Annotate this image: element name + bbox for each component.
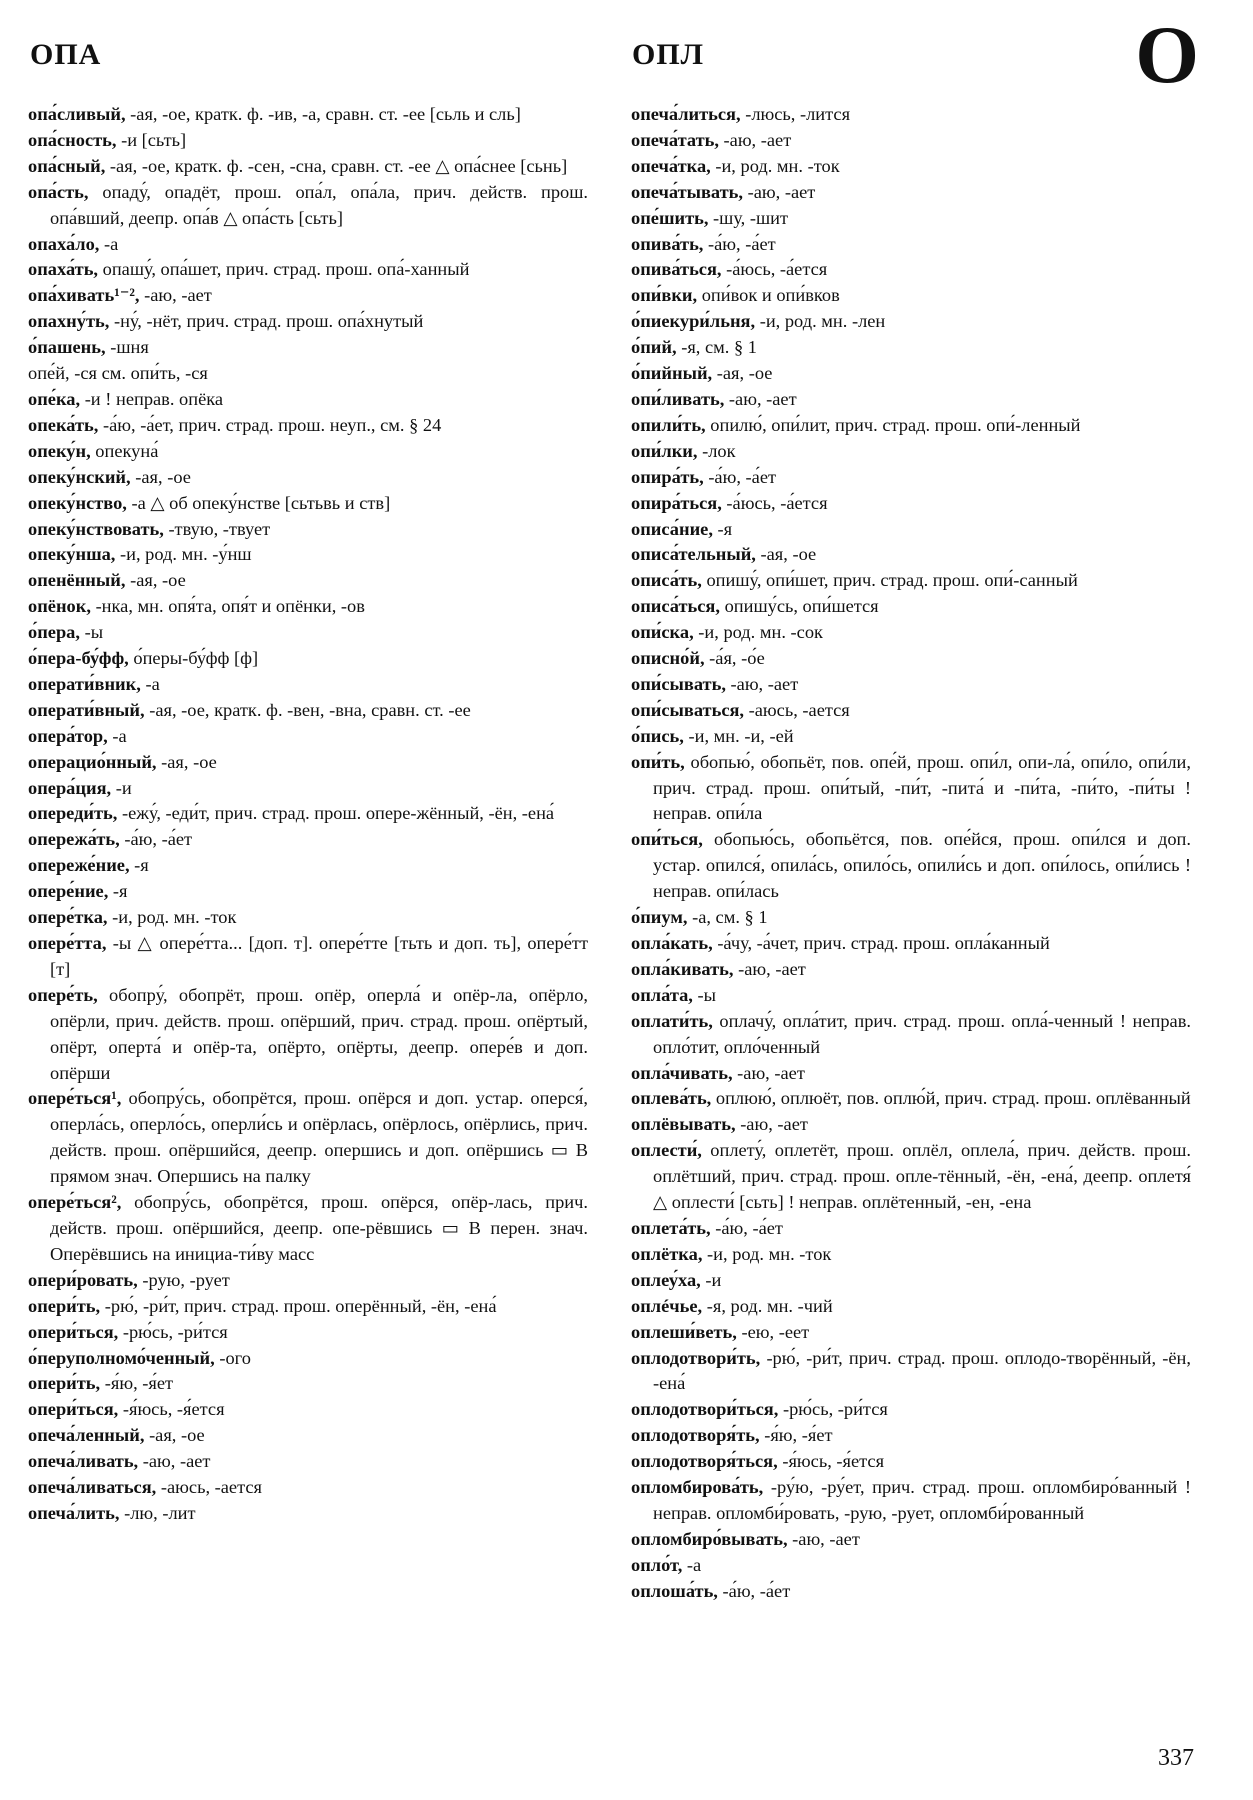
entry-forms: -я́юсь, -я́ется	[122, 1399, 225, 1420]
entry-headword: опа́сный,	[28, 155, 106, 176]
dictionary-entry	[631, 232, 1191, 258]
dictionary-entry	[631, 361, 1191, 387]
entry-forms: -аю, -ает	[737, 1062, 805, 1083]
entry-forms: -аю, -ает	[723, 129, 792, 150]
entry-forms: -и, род. мн. -ток	[707, 1243, 832, 1264]
entry-forms: -я́юсь, -я́ется	[782, 1451, 885, 1472]
dictionary-entry	[631, 1009, 1191, 1061]
entry-headword: о́пера,	[28, 622, 80, 643]
dictionary-entry	[631, 750, 1191, 828]
dictionary-entry	[631, 1346, 1191, 1398]
dictionary-entry	[28, 620, 588, 646]
dictionary-entry	[28, 1086, 588, 1190]
dictionary-entry	[28, 1320, 588, 1346]
entry-headword: опира́ть,	[631, 466, 704, 487]
entry-forms: -а́чу, -а́чет, прич. страд. прош. опла́канный	[717, 933, 1050, 953]
dictionary-entry	[631, 1138, 1191, 1216]
dictionary-entry	[28, 335, 588, 361]
entry-headword: оплéчье,	[631, 1295, 703, 1316]
entry-headword: опереди́ть,	[28, 803, 118, 824]
entry-forms: -аю, -ает	[747, 181, 816, 202]
entry-forms: -и, род. мн. -у́нш	[120, 544, 252, 565]
entry-headword: опери́ть,	[28, 1373, 101, 1394]
entry-headword: опла́кать,	[631, 933, 713, 953]
dictionary-entry	[28, 1294, 588, 1320]
entry-headword: опла́кивать,	[631, 958, 734, 979]
dictionary-entry	[631, 180, 1191, 206]
dictionary-entry	[631, 154, 1191, 180]
entry-forms: -ежу́, -еди́т, прич. страд. прош. опере-жённый, -ён, -ена́	[121, 803, 555, 824]
entry-forms: обопью́, обопьёт, пов. опе́й, прош. опи́л, опи-ла́, опи́ло, опи́ли, прич. страд. прош. опи́тый, -пи́т, -пита́ и -пи́та, -пи́то, -пи́ты ! неправ. опи́ла	[653, 751, 1191, 824]
dictionary-entry	[28, 1268, 588, 1294]
dictionary-entry	[28, 879, 588, 905]
entry-forms: -а́ю, -а́ет	[722, 1580, 791, 1601]
dictionary-entry	[28, 309, 588, 335]
entry-headword: опи́ть,	[631, 751, 685, 772]
entry-headword: опери́ться,	[28, 1321, 119, 1342]
entry-headword: опи́сывать,	[631, 673, 726, 694]
dictionary-entry	[28, 724, 588, 750]
entry-headword: опа́сливый,	[28, 104, 126, 124]
entry-headword: опережа́ть,	[28, 829, 120, 850]
entry-forms: -а	[112, 725, 127, 746]
entry-forms: -и, род. мн. -ток	[715, 155, 840, 176]
dictionary-entry	[631, 206, 1191, 232]
entry-forms: -ая, -ое	[716, 363, 773, 384]
entry-headword: опла́чивать,	[631, 1062, 733, 1083]
entry-headword: оплати́ть,	[631, 1010, 713, 1031]
entry-forms: -а́ю, -а́ет	[715, 1217, 783, 1238]
running-head-left: ОПА	[30, 38, 102, 71]
entry-headword: оплета́ть,	[631, 1217, 711, 1238]
dictionary-entry	[631, 1320, 1191, 1346]
entry-headword: о́пий,	[631, 337, 677, 358]
entry-headword: опера́тор,	[28, 725, 108, 746]
entry-headword: опеча́ленный,	[28, 1425, 145, 1446]
dictionary-entry	[631, 1268, 1191, 1294]
entry-forms: -и, род. мн. -сок	[698, 622, 823, 643]
entry-forms: -рю́сь, -ри́тся	[122, 1321, 228, 1342]
dictionary-entry	[631, 672, 1191, 698]
entry-headword: опера́ция,	[28, 777, 112, 798]
entry-headword: опеча́тывать,	[631, 181, 743, 202]
entry-headword: оплодотворя́ть,	[631, 1425, 760, 1446]
entry-headword: оплеу́ха,	[631, 1269, 701, 1290]
entry-forms: -я, см. § 1	[681, 337, 757, 358]
entry-headword: опе́ка,	[28, 388, 81, 409]
entry-headword: опере́ть,	[28, 984, 98, 1005]
entry-headword: оплётка,	[631, 1243, 703, 1264]
entry-forms: опилю́, опи́лит, прич. страд. прош. опи́-ленный	[710, 414, 1081, 435]
entry-forms: -ого	[219, 1347, 251, 1368]
entry-forms: -а́ю, -а́ет	[708, 466, 777, 487]
entry-forms: опашу́, опа́шет, прич. страд. прош. опа́-ханный	[102, 259, 470, 280]
entry-forms: -и	[115, 777, 132, 798]
entry-forms: -рю́сь, -ри́тся	[782, 1399, 888, 1420]
dictionary-entry	[631, 1475, 1191, 1527]
entry-forms: -шня	[110, 337, 149, 358]
entry-headword: оплеши́веть,	[631, 1321, 737, 1342]
entry-headword: о́пашень,	[28, 337, 106, 358]
entry-forms: -ну́, -нёт, прич. страд. прош. опа́хнутый	[113, 311, 424, 332]
entry-forms: -а́ю, -а́ет, прич. страд. прош. неуп., см. § 24	[102, 414, 442, 435]
entry-headword: опла́та,	[631, 984, 693, 1005]
entry-forms: обопью́сь, обопьётся, пов. опе́йся, прош. опи́лся и доп. устар. опился́, опила́сь, опило́сь, опили́сь и доп. опи́лось, опи́лись ! неправ. опи́лась	[653, 829, 1191, 902]
dictionary-entry	[631, 465, 1191, 491]
dictionary-entry	[28, 568, 588, 594]
entry-headword: опло́т,	[631, 1554, 683, 1575]
entry-forms: -я́ю, -я́ет	[104, 1373, 174, 1394]
entry-forms: -а	[686, 1554, 702, 1575]
entry-forms: опи́вок и опи́вков	[701, 285, 840, 306]
entry-forms: -я	[134, 855, 149, 876]
entry-forms: обопру́сь, обопрётся, прош. опёрся, опёр-лась, прич. действ. прош. опёршийся, деепр. опе-рёвшись ▭ В перен. знач. Оперёвшись на инициа-ти́ву масс	[50, 1192, 588, 1264]
entry-headword: опеча́лить,	[28, 1502, 120, 1523]
dictionary-entry	[631, 620, 1191, 646]
entry-forms: -люсь, -лится	[745, 104, 851, 124]
dictionary-entry	[631, 517, 1191, 543]
entry-forms: -я, род. мн. -чий	[706, 1295, 833, 1316]
entry-forms: -ая, -ое, кратк. ф. -ив, -а, сравн. ст. -ее [сьль и сль]	[130, 104, 521, 124]
entry-forms: -ею, -еет	[741, 1321, 810, 1342]
dictionary-entry	[28, 1423, 588, 1449]
entry-headword: о́пиум,	[631, 907, 688, 928]
dictionary-entry	[631, 1061, 1191, 1087]
dictionary-entry	[28, 465, 588, 491]
entry-forms: -аю, -ает	[142, 1451, 211, 1472]
entry-forms: -лю, -лит	[124, 1502, 196, 1523]
entry-forms: -я́ю, -я́ет	[764, 1425, 833, 1446]
entry-headword: опи́ска,	[631, 622, 694, 643]
entry-headword: опаха́ть,	[28, 259, 99, 280]
dictionary-entry	[631, 1294, 1191, 1320]
entry-headword: о́пийный,	[631, 363, 713, 384]
entry-forms: -аю, -ает	[730, 673, 799, 694]
entry-forms: -а́ю, -а́ет	[708, 233, 776, 254]
entry-forms: обопру́сь, обопрётся, прош. опёрся и доп. устар. оперся́, оперла́сь, оперло́сь, оперли́сь и опёрлась, опёрлось, опёрлись, прич. действ. прош. опёршийся, деепр. опершись и доп. опёршись ▭ В прямом знач. Опершись на палку	[50, 1088, 588, 1187]
entry-forms: опаду́, опадёт, прош. опа́л, опа́ла, прич. действ. прош. опа́вший, деепр. опа́в △ опа́сть [сьть]	[50, 181, 588, 228]
entry-headword: опломбирова́ть,	[631, 1477, 764, 1498]
entry-headword: опека́ть,	[28, 414, 99, 435]
entry-forms: -аю, -ает	[740, 1114, 808, 1135]
entry-headword: опере́тта,	[28, 933, 107, 953]
entry-headword: опери́ть,	[28, 1295, 101, 1316]
dictionary-entry	[28, 1397, 588, 1423]
entry-headword: опере́ться¹,	[28, 1088, 122, 1109]
entry-forms: -рю́, -ри́т, прич. страд. прош. оперённый, -ён, -ена́	[104, 1295, 497, 1316]
entry-headword: оплодотвори́ться,	[631, 1399, 779, 1420]
entry-forms: -а	[145, 673, 160, 694]
dictionary-entry	[631, 698, 1191, 724]
entry-headword: операти́вный,	[28, 699, 145, 720]
dictionary-entry	[28, 827, 588, 853]
entry-headword: опере́ние,	[28, 881, 109, 902]
entry-forms: -а́я, -о́е	[709, 648, 765, 669]
entry-forms: -ая, -ое	[760, 544, 817, 565]
entry-headword: оплести́,	[631, 1140, 702, 1161]
entry-forms: -а, см. § 1	[692, 907, 768, 928]
entry-forms: оплюю́, оплюёт, пов. оплю́й, прич. страд. прош. оплёванный	[715, 1088, 1191, 1109]
dictionary-entry	[631, 1579, 1191, 1605]
entry-headword: опива́ть,	[631, 233, 704, 254]
entry-headword: опива́ться,	[631, 259, 722, 280]
entry-forms: -рю́, -ри́т, прич. страд. прош. оплодо-творённый, -ён, -ена́	[653, 1347, 1191, 1394]
entry-headword: оплёвывать,	[631, 1114, 736, 1135]
dictionary-entry	[28, 154, 588, 180]
entry-headword: опи́сываться,	[631, 699, 745, 720]
entry-forms: -аю, -ает	[792, 1528, 860, 1549]
dictionary-entry	[631, 1449, 1191, 1475]
entry-headword: опеча́тка,	[631, 155, 711, 176]
dictionary-entry	[28, 413, 588, 439]
entry-forms: -лок	[702, 440, 736, 461]
entry-forms: -я	[112, 881, 128, 902]
dictionary-entry	[28, 387, 588, 413]
dictionary-entry	[631, 724, 1191, 750]
entry-forms: оплету́, оплетёт, прош. оплёл, оплела́, прич. действ. прош. оплётший, прич. страд. прош. опле-тённый, -ён, -ена́, деепр. оплетя́ △ оплести́ [сьть] ! неправ. оплётенный, -ен, -ена	[653, 1140, 1191, 1213]
dictionary-entry	[28, 180, 588, 232]
entry-forms: -аюсь, -ается	[160, 1477, 262, 1498]
entry-headword: о́пера-бу́фф,	[28, 648, 129, 669]
dictionary-entry	[28, 232, 588, 258]
dictionary-entry	[631, 102, 1191, 128]
dictionary-entry	[631, 1553, 1191, 1579]
dictionary-entry	[631, 542, 1191, 568]
dictionary-entry	[631, 1527, 1191, 1553]
dictionary-entry	[28, 257, 588, 283]
entry-forms: -ы △ опере́тта... [доп. т]. опере́тте [тьть и доп. ть], опере́тт [т]	[50, 933, 588, 979]
entry-forms: -нка, мн. опя́та, опя́т и опёнки, -ов	[95, 596, 365, 617]
dictionary-entry	[28, 542, 588, 568]
entry-forms: -ая, -ое, кратк. ф. -вен, -вна, сравн. ст. -ее	[149, 699, 471, 720]
dictionary-entry	[28, 1449, 588, 1475]
dictionary-entry	[631, 931, 1191, 957]
section-letter: О	[1135, 9, 1199, 100]
dictionary-entry	[28, 905, 588, 931]
running-head-center: ОПЛ	[632, 38, 705, 71]
entry-headword: описа́ние,	[631, 518, 713, 539]
entry-headword: о́пиекури́льня,	[631, 311, 756, 332]
dictionary-entry	[631, 128, 1191, 154]
entry-headword: о́пись,	[631, 725, 684, 746]
entry-headword: описа́ть,	[631, 570, 702, 591]
entry-headword: опеча́ливаться,	[28, 1477, 157, 1498]
dictionary-entry	[631, 957, 1191, 983]
entry-forms: -аю, -ает	[738, 958, 806, 979]
entry-forms: о́перы-бу́фф [ф]	[133, 648, 259, 669]
dictionary-entry	[28, 776, 588, 802]
dictionary-entry	[28, 439, 588, 465]
dictionary-entry	[28, 361, 588, 387]
entry-forms: -рую, -рует	[142, 1269, 230, 1290]
entry-forms: -а́ю, -а́ет	[124, 829, 193, 850]
entry-forms: -ы	[84, 622, 104, 643]
entry-forms: -ы	[697, 984, 716, 1005]
entry-headword: операти́вник,	[28, 673, 141, 694]
entry-headword: опи́ться,	[631, 829, 703, 850]
entry-forms: -ру́ю, -ру́ет, прич. страд. прош. опломбиро́ванный ! неправ. опломби́ровать, -рую, -рует, опломби́рованный	[653, 1477, 1191, 1523]
dictionary-entry	[28, 283, 588, 309]
dictionary-entry	[28, 1501, 588, 1527]
entry-forms: -ая, -ое	[161, 751, 217, 772]
entry-headword: опа́хивать¹⁻²,	[28, 285, 140, 306]
entry-headword: оплодотворя́ться,	[631, 1451, 778, 1472]
entry-headword: оплодотвори́ть,	[631, 1347, 761, 1368]
entry-forms: -ая, -ое, кратк. ф. -сен, -сна, сравн. ст. -ее △ опа́снее [сьнь]	[109, 155, 568, 176]
entry-forms: -аю, -ает	[728, 388, 797, 409]
entry-headword: опеку́нский,	[28, 466, 131, 487]
entry-forms: оплачу́, опла́тит, прич. страд. прош. опла́-ченный ! неправ. опло́тит, опло́ченный	[653, 1010, 1191, 1057]
entry-forms: -ая, -ое	[149, 1425, 205, 1446]
dictionary-entry	[631, 283, 1191, 309]
dictionary-entry	[631, 1216, 1191, 1242]
entry-forms: опишу́, опи́шет, прич. страд. прош. опи́-санный	[706, 570, 1078, 591]
entry-headword: операцио́нный,	[28, 751, 157, 772]
entry-forms: опекуна́	[95, 440, 159, 461]
dictionary-entry	[631, 491, 1191, 517]
dictionary-entry	[631, 439, 1191, 465]
entry-headword: опенённый,	[28, 570, 126, 591]
dictionary-entry	[28, 128, 588, 154]
entry-forms: -а́юсь, -а́ется	[726, 259, 828, 280]
right-column	[631, 102, 1191, 1605]
dictionary-entry	[631, 983, 1191, 1009]
entry-headword: опеча́ливать,	[28, 1451, 139, 1472]
entry-headword: опереже́ние,	[28, 855, 130, 876]
entry-forms: -и	[705, 1269, 722, 1290]
dictionary-entry	[28, 672, 588, 698]
entry-forms: -и, род. мн. -ток	[112, 907, 237, 928]
dictionary-entry	[631, 827, 1191, 905]
dictionary-entry	[631, 309, 1191, 335]
entry-forms: -и, род. мн. -лен	[759, 311, 886, 332]
entry-headword: опи́ливать,	[631, 388, 725, 409]
entry-forms: -а △ об опеку́нстве [сьтьвь и ств]	[131, 492, 391, 513]
dictionary-entry	[631, 387, 1191, 413]
entry-headword: оплева́ть,	[631, 1088, 712, 1109]
entry-forms: обопру́, обопрёт, прош. опёр, оперла́ и опёр-ла, опёрло, опёрли, прич. действ. прош. опёрший, прич. страд. прош. опёртый, опёрт, оперта́ и опёр-та, опёрто, опёрты, деепр. опере́в и доп. опёрши	[50, 984, 588, 1083]
dictionary-entry	[28, 1475, 588, 1501]
entry-headword: опахну́ть,	[28, 311, 110, 332]
dictionary-entry	[631, 1397, 1191, 1423]
dictionary-entry	[28, 491, 588, 517]
dictionary-entry	[631, 257, 1191, 283]
entry-forms: -и, мн. -и, -ей	[688, 725, 794, 746]
entry-headword: опеча́тать,	[631, 129, 719, 150]
entry-forms: -ая, -ое	[135, 466, 191, 487]
entry-headword: опа́сность,	[28, 129, 117, 150]
dictionary-entry	[631, 594, 1191, 620]
entry-forms: -твую, -твует	[168, 518, 271, 539]
entry-forms: -и ! неправ. опёка	[84, 388, 224, 409]
dictionary-entry	[28, 698, 588, 724]
left-column	[28, 102, 588, 1527]
dictionary-entry	[28, 102, 588, 128]
dictionary-entry	[631, 905, 1191, 931]
entry-forms: -ая, -ое	[130, 570, 186, 591]
entry-headword: опёнок,	[28, 596, 91, 617]
dictionary-entry	[28, 1371, 588, 1397]
entry-forms: -а	[104, 233, 119, 254]
dictionary-entry	[28, 750, 588, 776]
entry-forms: -шу, -шит	[713, 207, 789, 228]
dictionary-entry	[631, 1423, 1191, 1449]
entry-headword: опеку́нство,	[28, 492, 127, 513]
entry-forms: -аюсь, -ается	[748, 699, 850, 720]
dictionary-entry	[28, 594, 588, 620]
entry-headword: опеча́литься,	[631, 104, 741, 124]
entry-headword: опа́сть,	[28, 181, 89, 202]
dictionary-entry	[28, 517, 588, 543]
entry-headword: опаха́ло,	[28, 233, 100, 254]
page-number: 337	[1158, 1745, 1194, 1771]
entry-forms: -я	[717, 518, 733, 539]
dictionary-entry	[28, 1346, 588, 1372]
entry-forms: -и [сьть]	[121, 129, 187, 150]
dictionary-entry	[28, 983, 588, 1087]
dictionary-entry	[631, 1086, 1191, 1112]
entry-headword: описа́ться,	[631, 596, 720, 617]
entry-forms: опе́й, -ся см. опи́ть, -ся	[28, 363, 208, 384]
entry-headword: опеку́нша,	[28, 544, 116, 565]
dictionary-entry	[631, 413, 1191, 439]
dictionary-entry	[631, 335, 1191, 361]
entry-headword: опира́ться,	[631, 492, 722, 513]
dictionary-entry	[631, 1112, 1191, 1138]
entry-headword: опили́ть,	[631, 414, 706, 435]
dictionary-entry	[631, 646, 1191, 672]
entry-headword: опи́лки,	[631, 440, 698, 461]
entry-headword: опломбиро́вывать,	[631, 1528, 788, 1549]
entry-headword: опеку́н,	[28, 440, 91, 461]
entry-headword: опеку́нствовать,	[28, 518, 164, 539]
dictionary-entry	[28, 931, 588, 983]
entry-forms: -аю, -ает	[144, 285, 212, 306]
entry-headword: опе́шить,	[631, 207, 709, 228]
entry-forms: опишу́сь, опи́шется	[724, 596, 879, 617]
dictionary-entry	[28, 646, 588, 672]
dictionary-entry	[631, 1242, 1191, 1268]
dictionary-entry	[28, 853, 588, 879]
entry-headword: опи́вки,	[631, 285, 698, 306]
entry-headword: опери́ровать,	[28, 1269, 138, 1290]
entry-headword: опери́ться,	[28, 1399, 119, 1420]
entry-headword: о́перуполномо́ченный,	[28, 1347, 215, 1368]
dictionary-entry	[631, 568, 1191, 594]
dictionary-entry	[28, 1190, 588, 1268]
entry-forms: -а́юсь, -а́ется	[726, 492, 828, 513]
entry-headword: опере́тка,	[28, 907, 108, 928]
entry-headword: опере́ться²,	[28, 1192, 122, 1213]
dictionary-entry	[28, 801, 588, 827]
entry-headword: описа́тельный,	[631, 544, 756, 565]
entry-headword: описно́й,	[631, 648, 705, 669]
entry-headword: оплоша́ть,	[631, 1580, 718, 1601]
